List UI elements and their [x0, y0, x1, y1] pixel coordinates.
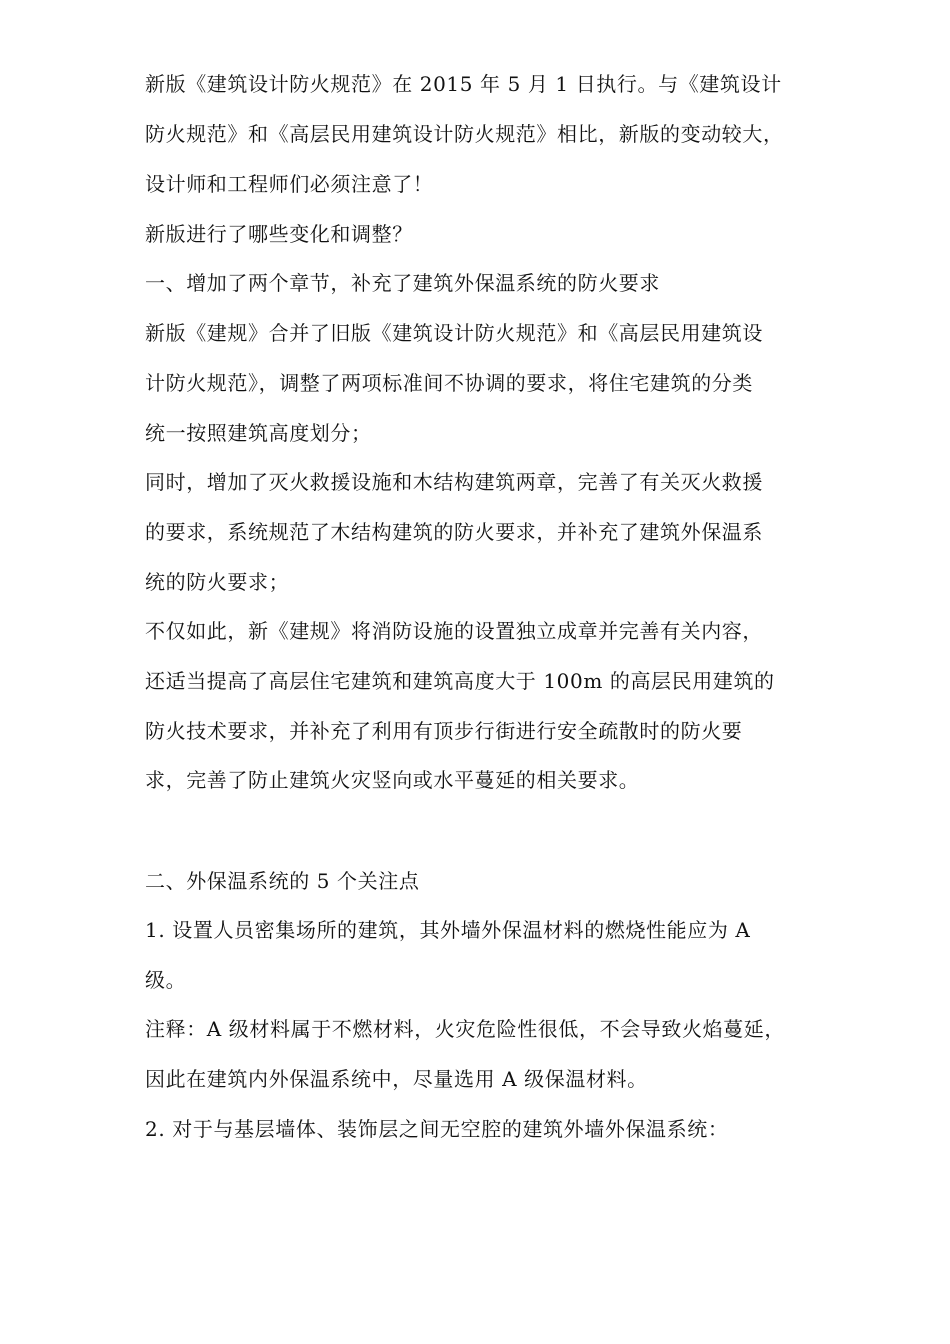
text-line: 新版进行了哪些变化和调整？	[145, 222, 413, 246]
text-line: 计防火规范》，调整了两项标准间不协调的要求，将住宅建筑的分类	[145, 371, 753, 395]
text-line: 因此在建筑内外保温系统中，尽量选用 A 级保温材料。	[145, 1067, 648, 1091]
text-line: 还适当提高了高层住宅建筑和建筑高度大于 100m 的高层民用建筑的	[145, 669, 775, 693]
text-line: 2. 对于与基层墙体、装饰层之间无空腔的建筑外墙外保温系统：	[145, 1117, 729, 1141]
text-line: 防火规范》和《高层民用建筑设计防火规范》相比，新版的变动较大，	[145, 122, 784, 146]
text-line: 设计师和工程师们必须注意了！	[145, 172, 434, 196]
text-line: 的要求，系统规范了木结构建筑的防火要求，并补充了建筑外保温系	[145, 520, 763, 544]
text-line: 新版《建筑设计防火规范》在 2015 年 5 月 1 日执行。与《建筑设计	[145, 72, 782, 96]
text-line: 统的防火要求；	[145, 570, 290, 594]
text-line: 统一按照建筑高度划分；	[145, 421, 372, 445]
text-line: 级。	[145, 968, 187, 992]
text-line: 新版《建规》合并了旧版《建筑设计防火规范》和《高层民用建筑设	[145, 321, 763, 345]
section-heading: 一、增加了两个章节，补充了建筑外保温系统的防火要求	[145, 271, 660, 295]
text-line: 同时，增加了灭火救援设施和木结构建筑两章，完善了有关灭火救援	[145, 470, 763, 494]
text-line: 1. 设置人员密集场所的建筑，其外墙外保温材料的燃烧性能应为 A	[145, 918, 751, 942]
text-line: 求，完善了防止建筑火灾竖向或水平蔓延的相关要求。	[145, 768, 640, 792]
section-heading: 二、外保温系统的 5 个关注点	[145, 869, 420, 893]
text-line: 注释：A 级材料属于不燃材料，火灾危险性很低，不会导致火焰蔓延，	[145, 1017, 785, 1041]
text-line: 不仅如此，新《建规》将消防设施的设置独立成章并完善有关内容，	[145, 619, 763, 643]
text-line: 防火技术要求，并补充了利用有顶步行街进行安全疏散时的防火要	[145, 719, 743, 743]
